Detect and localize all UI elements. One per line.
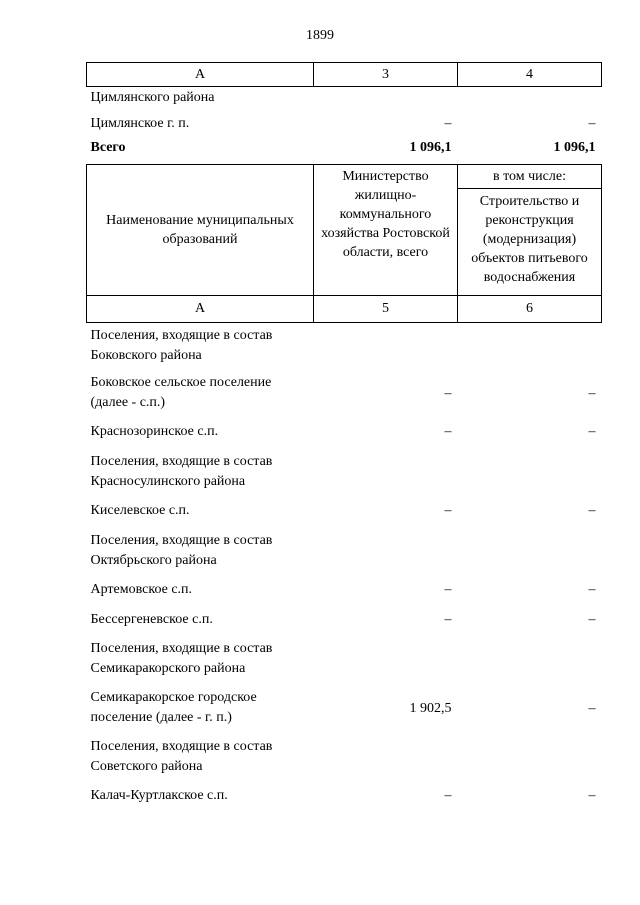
row-name: Бессергеневское с.п.: [90, 611, 213, 627]
header-cell-a: А: [87, 63, 314, 87]
table-row: [87, 577, 602, 607]
row-value-3: 1 096,1: [409, 139, 452, 155]
table-row: [87, 419, 602, 449]
table-row-total: [87, 137, 602, 165]
row-value-6: –: [588, 423, 596, 439]
row-value-4: [458, 87, 602, 113]
row-value-5: –: [444, 611, 452, 627]
row-value-6: [458, 528, 602, 577]
row-name: Семикаракорское городское поселение (далее - г. п.): [90, 689, 257, 725]
row-value-4: –: [588, 115, 596, 131]
row-name: Поселения, входящие в состав Октябрьского района: [90, 532, 273, 568]
header-construction: Строительство и реконструкция (модернизация) объектов питьевого водоснабжения: [458, 189, 602, 296]
row-value-5: –: [444, 787, 452, 803]
row-value-6: –: [588, 701, 596, 716]
row-value-3: –: [444, 115, 452, 131]
header-municipality: Наименование муниципальных образований: [87, 165, 314, 296]
row-name: Поселения, входящие в состав Советского района: [90, 738, 273, 774]
row-value-6: –: [588, 611, 596, 627]
table-row: [87, 113, 602, 137]
table-row: [87, 498, 602, 528]
row-value-5: –: [444, 423, 452, 439]
row-value-6: –: [588, 502, 596, 518]
table-header-row: [87, 165, 602, 189]
row-value-5: [314, 449, 458, 498]
table-row: [87, 783, 602, 813]
page-number: 1899: [306, 28, 334, 43]
header-cell-3: 3: [314, 63, 458, 87]
row-value-5: –: [444, 581, 452, 597]
table-row: [87, 734, 602, 783]
table-code-row: [87, 296, 602, 323]
row-value-6: [458, 449, 602, 498]
row-value-5: [314, 636, 458, 685]
row-value-6: –: [588, 581, 596, 597]
row-value-5: [314, 323, 458, 370]
table-row: [87, 370, 602, 419]
header-including: в том числе:: [458, 165, 602, 189]
code-cell-6: 6: [458, 296, 602, 323]
code-cell-a: А: [87, 296, 314, 323]
row-name: Цимлянского района: [90, 90, 215, 105]
row-value-4: 1 096,1: [553, 139, 596, 155]
row-name: Поселения, входящие в состав Семикаракорского района: [90, 640, 273, 676]
table-row: [87, 685, 602, 734]
header-cell-4: 4: [458, 63, 602, 87]
row-name: Цимлянское г. п.: [90, 115, 190, 131]
row-value-5: –: [444, 386, 452, 401]
row-value-6: [458, 734, 602, 783]
row-name: Поселения, входящие в состав Красносулинского района: [90, 453, 273, 489]
table-row: [87, 87, 602, 113]
row-name: Краснозоринское с.п.: [90, 423, 219, 439]
table-row: [87, 607, 602, 636]
header-ministry: Министерство жилищно-коммунального хозяйства Ростовской области, всего: [314, 165, 458, 296]
row-value-5: 1 902,5: [409, 701, 452, 716]
row-name: Киселевское с.п.: [90, 502, 190, 518]
row-value-6: [458, 636, 602, 685]
table-main: [86, 164, 602, 813]
table-row: [87, 323, 602, 370]
table-continuation: [86, 62, 602, 165]
row-name: Калач-Куртлакское с.п.: [90, 787, 228, 803]
row-value-6: [458, 323, 602, 370]
row-name: Поселения, входящие в состав Боковского района: [90, 328, 273, 363]
row-name: Артемовское с.п.: [90, 581, 193, 597]
row-value-5: [314, 528, 458, 577]
row-value-6: –: [588, 386, 596, 401]
row-value-5: [314, 734, 458, 783]
table-row: [87, 636, 602, 685]
row-name: Всего: [90, 139, 126, 155]
table-code-header: [87, 63, 602, 87]
row-value-6: –: [588, 787, 596, 803]
table-row: [87, 528, 602, 577]
table-row: [87, 449, 602, 498]
row-value-5: –: [444, 502, 452, 518]
row-value-3: [314, 87, 458, 113]
code-cell-5: 5: [314, 296, 458, 323]
row-name: Боковское сельское поселение (далее - с.п.): [90, 374, 272, 410]
